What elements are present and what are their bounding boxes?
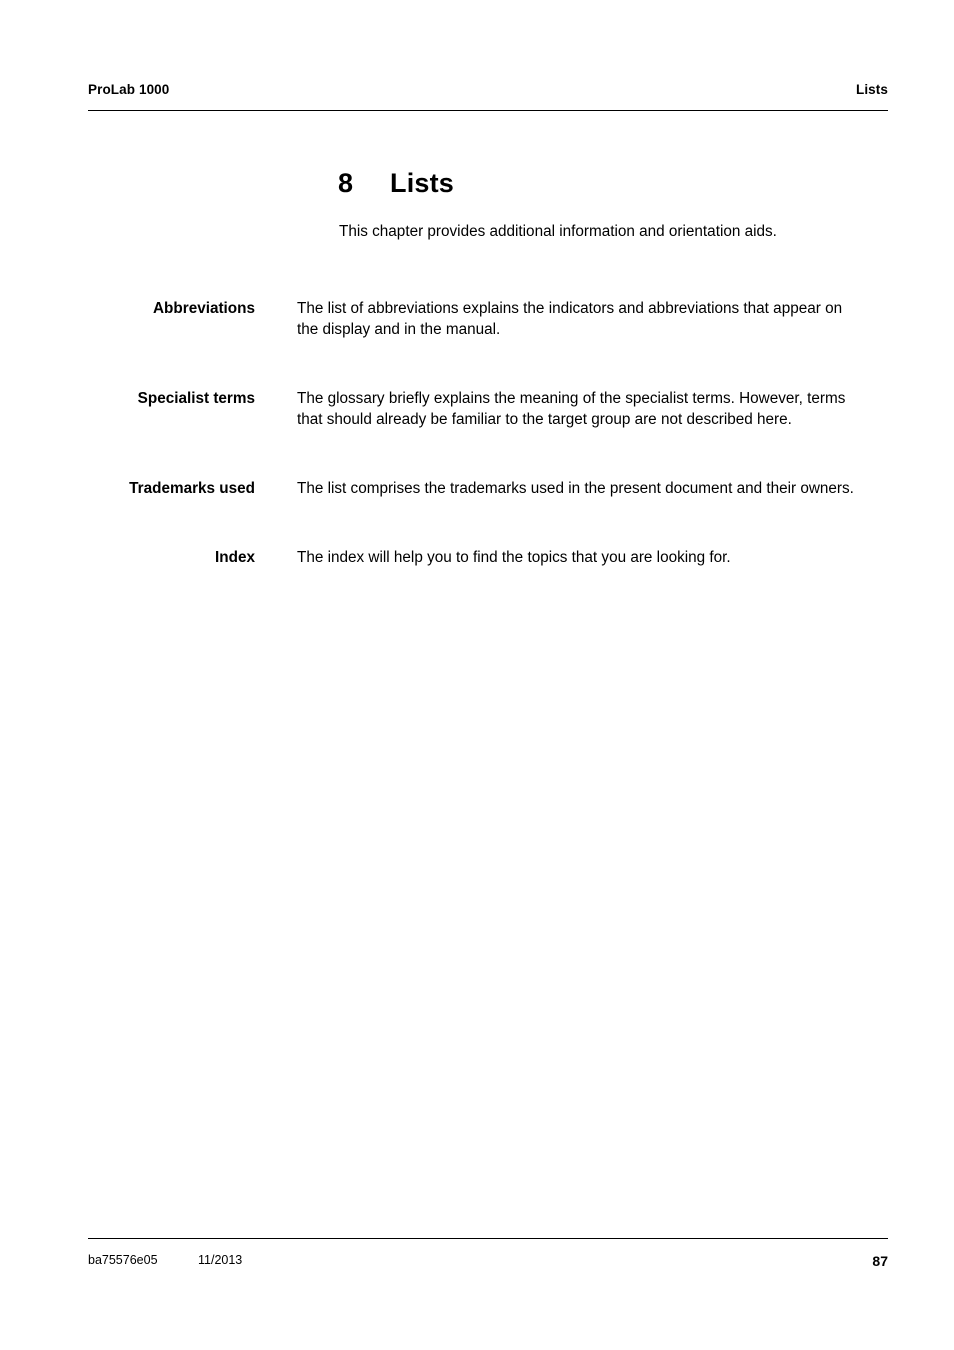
list-item xyxy=(88,298,888,340)
entry-term-index: Index xyxy=(215,549,255,566)
list-item xyxy=(88,388,888,430)
footer-document-id: ba75576e05 xyxy=(88,1253,158,1267)
footer-date: 11/2013 xyxy=(198,1253,243,1267)
entry-term-specialist-terms: Specialist terms xyxy=(137,390,255,407)
header-divider xyxy=(88,110,888,111)
list-item xyxy=(88,478,888,499)
entry-description-abbreviations: The list of abbreviations explains the indicators and abbreviations that appear on the display and in the manual. xyxy=(297,300,843,338)
list-item xyxy=(88,547,888,568)
chapter-title-text: Lists xyxy=(390,168,455,198)
entry-description-specialist-terms: The glossary briefly explains the meaning of the specialist terms. However, terms that should already be familiar to the target group are not described here. xyxy=(297,390,846,428)
chapter-number: 8 xyxy=(338,168,354,198)
entry-description-index: The index will help you to find the topics that you are looking for. xyxy=(297,549,731,566)
entry-term-abbreviations: Abbreviations xyxy=(153,300,255,317)
running-header xyxy=(88,82,888,97)
entry-term-trademarks-used: Trademarks used xyxy=(129,480,255,497)
header-product-title: ProLab 1000 xyxy=(88,82,170,97)
entry-description-trademarks-used: The list comprises the trademarks used in the present document and their owners. xyxy=(297,480,854,497)
header-section-title: Lists xyxy=(855,82,888,97)
footer-divider xyxy=(88,1238,888,1239)
entry-list xyxy=(88,298,888,600)
page-footer xyxy=(88,1253,888,1269)
footer-page-number: 87 xyxy=(872,1253,888,1269)
chapter-intro-paragraph: This chapter provides additional information and orientation aids. xyxy=(339,223,777,240)
page-title xyxy=(338,168,454,199)
